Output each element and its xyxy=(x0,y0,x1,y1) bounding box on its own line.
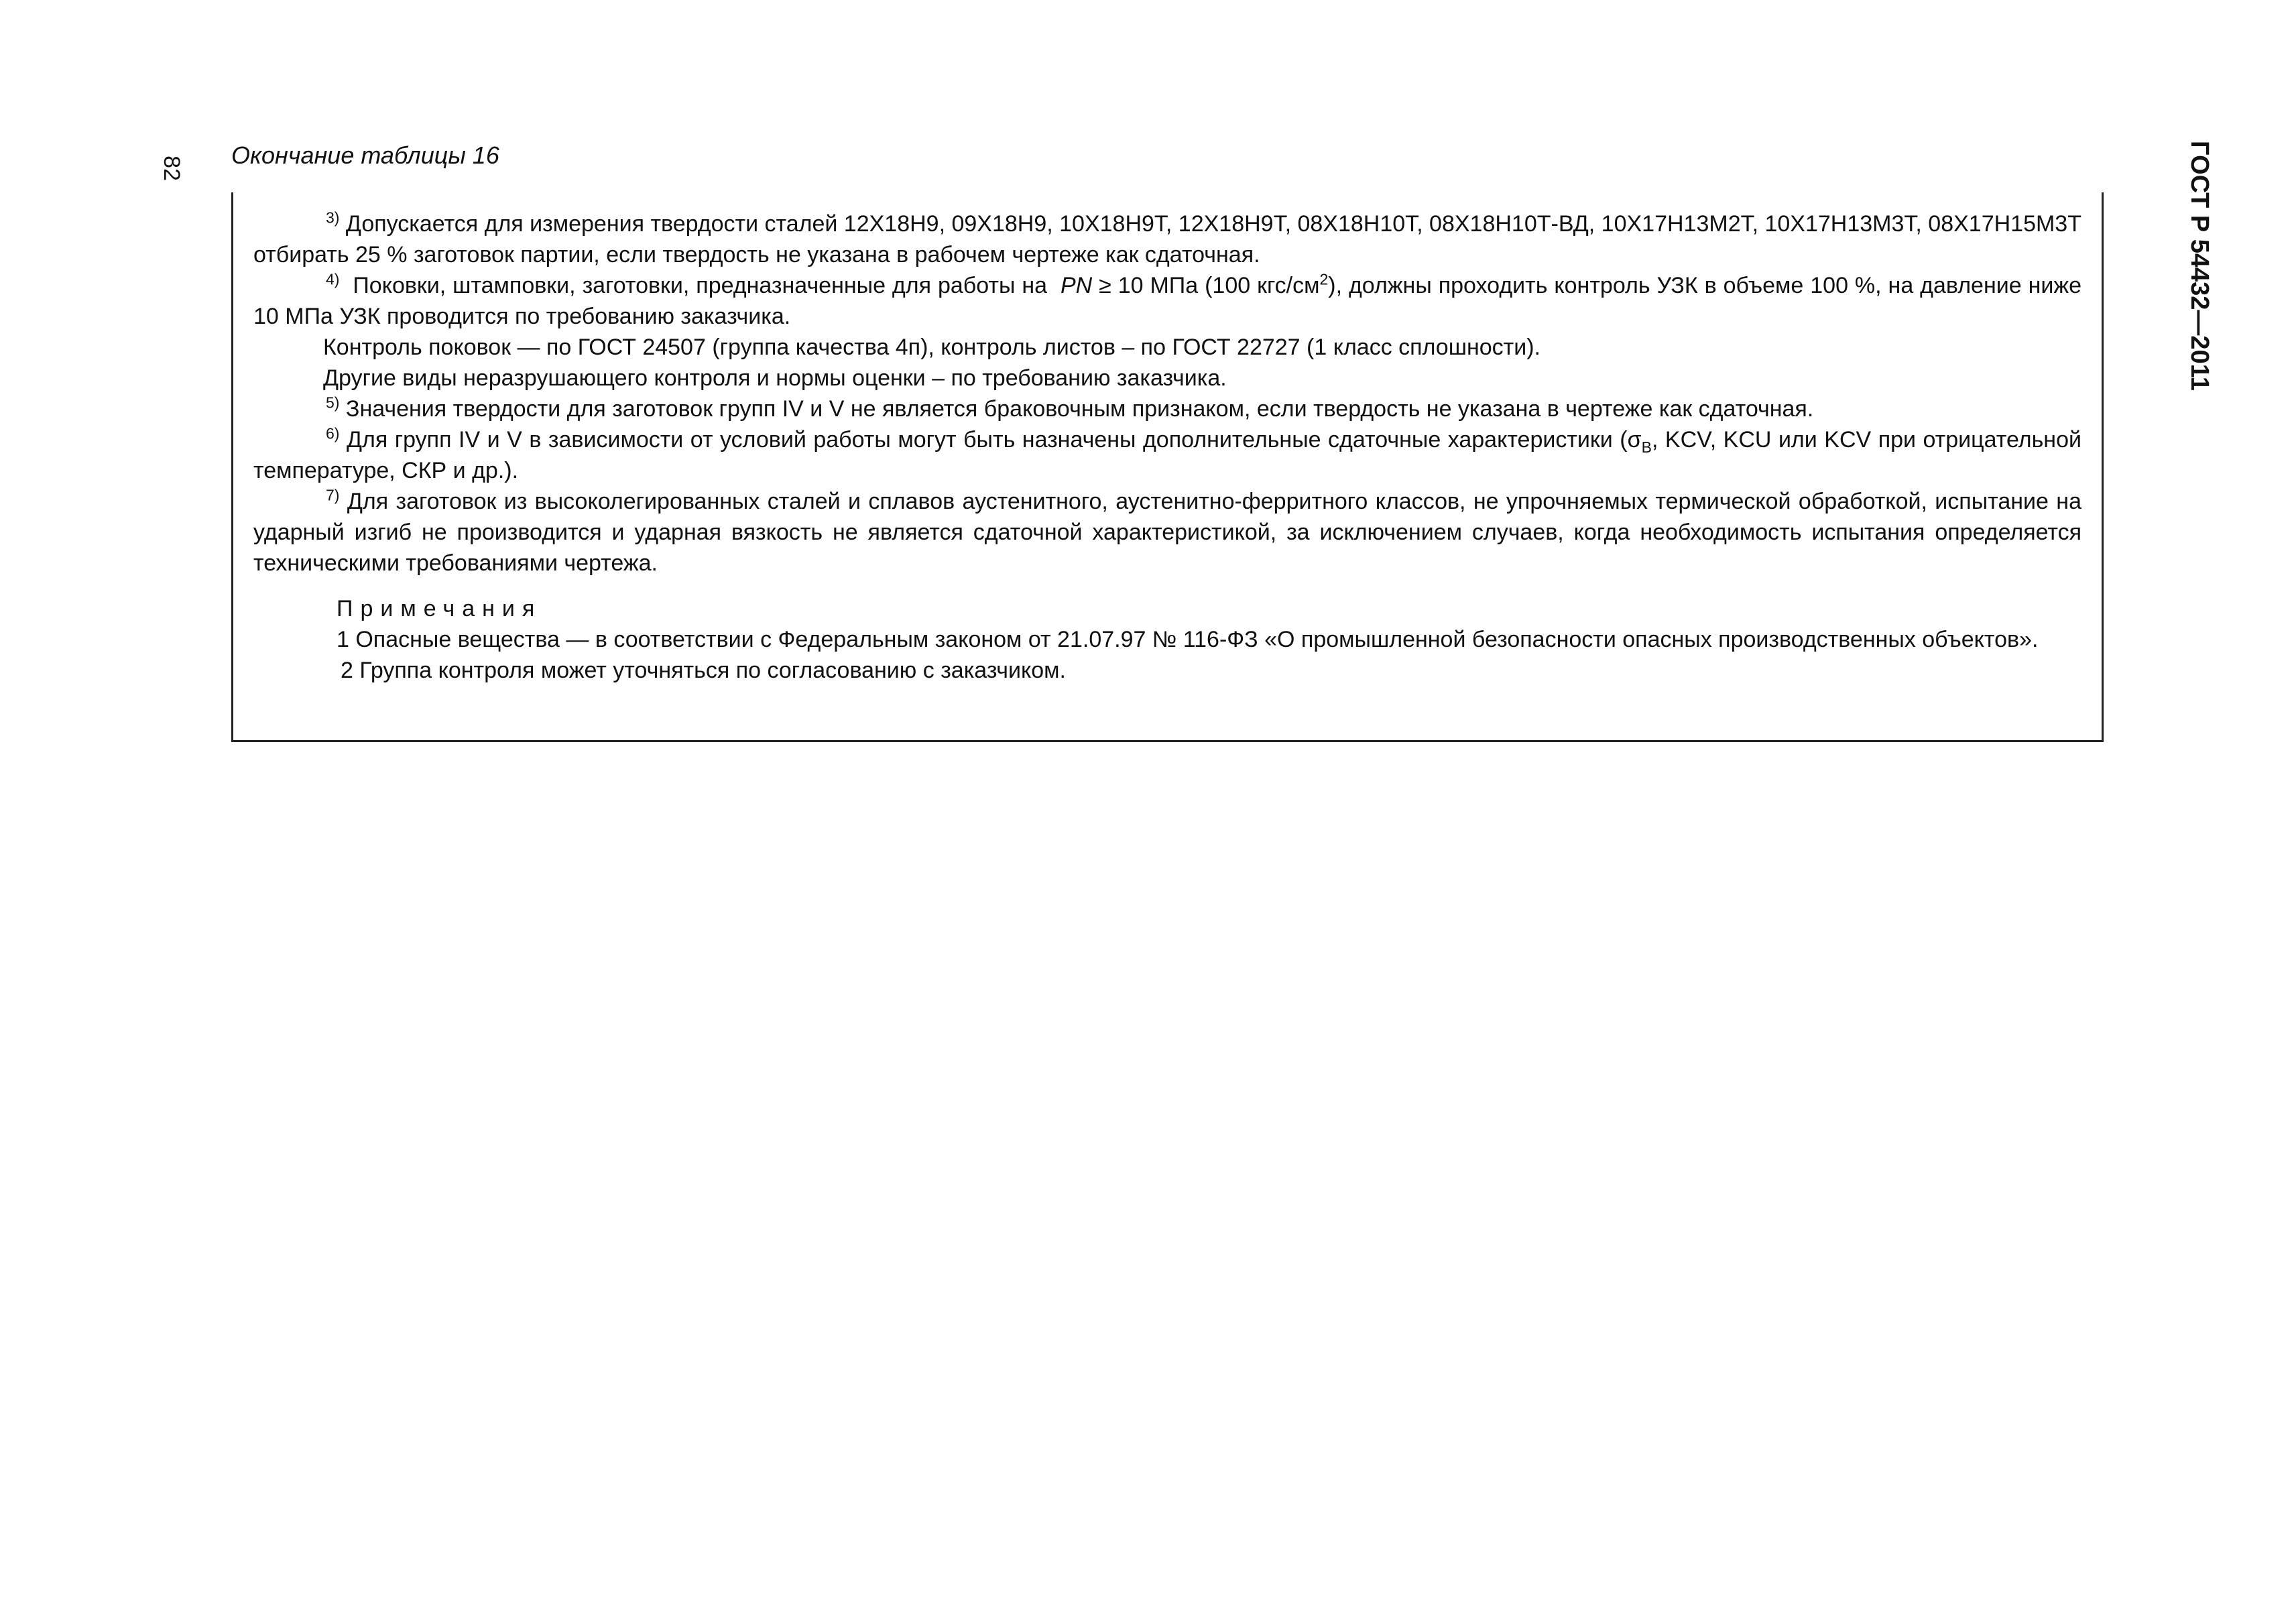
footnote-3-mark: 3) xyxy=(326,208,340,227)
note-2: 2 Группа контроля может уточняться по согласованию с заказчиком. xyxy=(341,658,1066,683)
footnote-6-sigma: σ xyxy=(1627,427,1642,453)
document-code: ГОСТ Р 54432—2011 xyxy=(2185,141,2214,391)
table-caption: Окончание таблицы 16 xyxy=(231,141,499,169)
footnote-6 xyxy=(253,424,2081,486)
note-1: 1 Опасные вещества — в соответствии с Федеральным законом от 21.07.97 № 116-ФЗ «О промышленной безопасности опасных производственных объектов». xyxy=(337,627,2039,652)
footnote-5 xyxy=(253,394,2081,424)
footnote-4-text-end: ), должны проходить контроль УЗК в объеме 100 %, на давление ниже 10 МПа УЗК проводится по требованию заказчика. xyxy=(253,273,2081,329)
notes-heading: Примечания xyxy=(337,596,542,621)
footnote-5-mark: 5) xyxy=(326,394,340,412)
footnote-4 xyxy=(253,270,2081,332)
footnote-4-text-start: Поковки, штамповки, заготовки, предназначенные для работы на xyxy=(353,273,1048,298)
footnote-5-text: Значения твердости для заготовок групп IV и V не является браковочным признаком, если твердость не указана в чертеже как сдаточная. xyxy=(345,396,1814,422)
footnote-7-mark: 7) xyxy=(326,486,340,504)
footnote-6-text-end: , KCV, KCU или KCV при отрицательной температуре, СКР и др.). xyxy=(253,427,2081,483)
footnote-7 xyxy=(253,486,2081,579)
footnote-4-mark: 4) xyxy=(326,270,340,288)
footnote-3-text: Допускается для измерения твердости сталей 12Х18Н9, 09Х18Н9, 10Х18Н9Т, 12Х18Н9Т, 08Х18Н10Т, 08Х18Н10Т-ВД, 10Х17Н13М2Т, 10Х17Н13М3Т, 08Х17Н15М3Т отбирать 25 % заготовок партии, если твердость не указана в рабочем чертеже как сдаточная. xyxy=(253,211,2081,267)
footnote-4-pressure: ≥ 10 МПа (100 кгс/см xyxy=(1099,273,1320,298)
footnote-4-pn: PN xyxy=(1060,273,1093,298)
footnote-4-control: Контроль поковок — по ГОСТ 24507 (группа качества 4п), контроль листов – по ГОСТ 22727 (1 класс сплошности). xyxy=(323,335,1540,360)
page-number: 82 xyxy=(158,156,184,181)
footnote-6-text-start: Для групп IV и V в зависимости от условий работы могут быть назначены дополнительные сдаточные характеристики ( xyxy=(346,427,1628,453)
footnote-6-sigma-sub: В xyxy=(1641,438,1652,456)
footnote-7-text: Для заготовок из высоколегированных сталей и сплавов аустенитного, аустенитно-ферритного классов, не упрочняемых термической обработкой, испытание на ударный изгиб не производится и ударная вязкость не является сдаточной характеристикой, за исключением случаев, когда необходимость испытания определяется техническими требованиями чертежа. xyxy=(253,489,2081,576)
table-footnotes-box xyxy=(231,192,2104,742)
footnote-6-mark: 6) xyxy=(326,424,340,442)
footnote-4-exponent: 2 xyxy=(1319,270,1329,288)
footnote-4-other: Другие виды неразрушающего контроля и нормы оценки – по требованию заказчика. xyxy=(323,365,1227,391)
footnote-3 xyxy=(253,208,2081,270)
